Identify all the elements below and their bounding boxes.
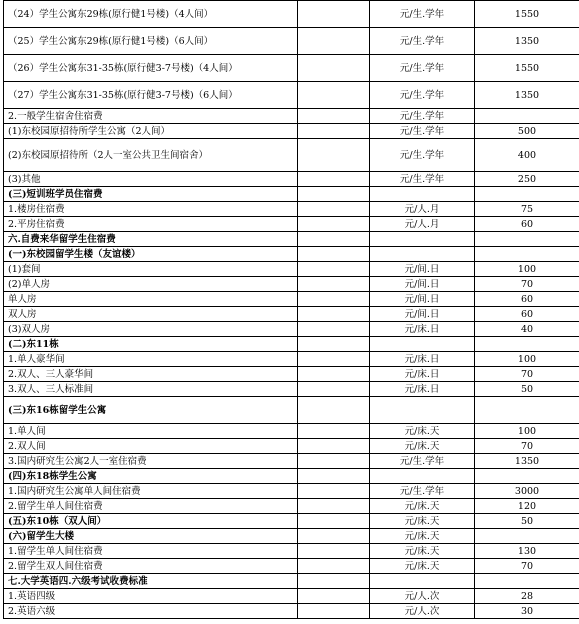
unit-cell: 元/生.学年 bbox=[370, 172, 475, 187]
blank-cell bbox=[298, 109, 370, 124]
unit-cell: 元/床.天 bbox=[370, 514, 475, 529]
table-row bbox=[4, 109, 579, 124]
price-cell: 3000 bbox=[475, 484, 579, 499]
item-cell: 2.留学生双人间住宿费 bbox=[4, 559, 298, 574]
price-cell bbox=[475, 397, 579, 424]
price-cell: 70 bbox=[475, 439, 579, 454]
blank-cell bbox=[298, 469, 370, 484]
unit-cell: 元/人.月 bbox=[370, 217, 475, 232]
unit-cell bbox=[370, 247, 475, 262]
blank-cell bbox=[298, 217, 370, 232]
blank-cell bbox=[298, 124, 370, 139]
price-cell: 50 bbox=[475, 514, 579, 529]
table-row bbox=[4, 604, 579, 619]
price-cell: 1350 bbox=[475, 82, 579, 109]
item-cell: (1)套间 bbox=[4, 262, 298, 277]
table-row bbox=[4, 499, 579, 514]
price-cell: 30 bbox=[475, 604, 579, 619]
unit-cell: 元/间.日 bbox=[370, 307, 475, 322]
blank-cell bbox=[298, 82, 370, 109]
unit-cell: 元/生.学年 bbox=[370, 82, 475, 109]
table-row bbox=[4, 337, 579, 352]
blank-cell bbox=[298, 454, 370, 469]
item-cell: 六.自费来华留学生住宿费 bbox=[4, 232, 298, 247]
blank-cell bbox=[298, 247, 370, 262]
blank-cell bbox=[298, 322, 370, 337]
table-row bbox=[4, 559, 579, 574]
blank-cell bbox=[298, 484, 370, 499]
table-row bbox=[4, 469, 579, 484]
item-cell: 1.楼房住宿费 bbox=[4, 202, 298, 217]
unit-cell: 元/生.学年 bbox=[370, 109, 475, 124]
blank-cell bbox=[298, 352, 370, 367]
price-cell bbox=[475, 247, 579, 262]
unit-cell: 元/间.日 bbox=[370, 262, 475, 277]
table-row bbox=[4, 439, 579, 454]
item-cell: (四)东18栋学生公寓 bbox=[4, 469, 298, 484]
unit-cell: 元/床.日 bbox=[370, 382, 475, 397]
fee-table bbox=[3, 0, 579, 619]
price-cell bbox=[475, 529, 579, 544]
price-cell: 1550 bbox=[475, 1, 579, 28]
unit-cell: 元/人.次 bbox=[370, 604, 475, 619]
price-cell bbox=[475, 232, 579, 247]
item-cell: 2.平房住宿费 bbox=[4, 217, 298, 232]
unit-cell: 元/人.月 bbox=[370, 202, 475, 217]
item-cell: (2)单人房 bbox=[4, 277, 298, 292]
unit-cell: 元/生.学年 bbox=[370, 1, 475, 28]
blank-cell bbox=[298, 277, 370, 292]
unit-cell: 元/生.学年 bbox=[370, 139, 475, 172]
unit-cell: 元/床.日 bbox=[370, 322, 475, 337]
item-cell: (1)东校园原招待所学生公寓（2人间） bbox=[4, 124, 298, 139]
table-row bbox=[4, 514, 579, 529]
table-row bbox=[4, 247, 579, 262]
price-cell: 100 bbox=[475, 262, 579, 277]
item-cell: (二)东11栋 bbox=[4, 337, 298, 352]
blank-cell bbox=[298, 187, 370, 202]
item-cell: 2.双人间 bbox=[4, 439, 298, 454]
unit-cell: 元/床.天 bbox=[370, 544, 475, 559]
item-cell: (三)短训班学员住宿费 bbox=[4, 187, 298, 202]
item-cell: 单人房 bbox=[4, 292, 298, 307]
price-cell: 50 bbox=[475, 382, 579, 397]
table-row bbox=[4, 574, 579, 589]
item-cell: 2.一般学生宿舍住宿费 bbox=[4, 109, 298, 124]
table-row bbox=[4, 187, 579, 202]
blank-cell bbox=[298, 367, 370, 382]
price-cell: 100 bbox=[475, 424, 579, 439]
unit-cell: 元/间.日 bbox=[370, 277, 475, 292]
item-cell: (一)东校园留学生楼（友谊楼） bbox=[4, 247, 298, 262]
item-cell: （24）学生公寓东29栋(原行健1号楼)（4人间） bbox=[4, 1, 298, 28]
price-cell: 60 bbox=[475, 292, 579, 307]
table-row bbox=[4, 262, 579, 277]
table-row bbox=[4, 307, 579, 322]
price-cell: 70 bbox=[475, 277, 579, 292]
blank-cell bbox=[298, 1, 370, 28]
blank-cell bbox=[298, 574, 370, 589]
table-row bbox=[4, 454, 579, 469]
item-cell: 1.单人间 bbox=[4, 424, 298, 439]
table-row bbox=[4, 322, 579, 337]
table-row bbox=[4, 367, 579, 382]
item-cell: 3.双人、三人标准间 bbox=[4, 382, 298, 397]
table-row bbox=[4, 1, 579, 28]
item-cell: (五)东10栋（双人间） bbox=[4, 514, 298, 529]
table-row bbox=[4, 28, 579, 55]
price-cell: 70 bbox=[475, 367, 579, 382]
price-cell bbox=[475, 574, 579, 589]
table-row bbox=[4, 382, 579, 397]
price-cell bbox=[475, 337, 579, 352]
table-row bbox=[4, 292, 579, 307]
unit-cell bbox=[370, 397, 475, 424]
table-row bbox=[4, 217, 579, 232]
price-cell: 1350 bbox=[475, 454, 579, 469]
blank-cell bbox=[298, 424, 370, 439]
unit-cell: 元/床.天 bbox=[370, 439, 475, 454]
item-cell: 1.单人豪华间 bbox=[4, 352, 298, 367]
item-cell: 1.英语四级 bbox=[4, 589, 298, 604]
unit-cell: 元/床.日 bbox=[370, 367, 475, 382]
table-row bbox=[4, 232, 579, 247]
item-cell: (六)留学生大楼 bbox=[4, 529, 298, 544]
table-row bbox=[4, 139, 579, 172]
price-cell: 60 bbox=[475, 307, 579, 322]
blank-cell bbox=[298, 514, 370, 529]
unit-cell: 元/生.学年 bbox=[370, 124, 475, 139]
item-cell: 2.留学生单人间住宿费 bbox=[4, 499, 298, 514]
price-cell: 120 bbox=[475, 499, 579, 514]
blank-cell bbox=[298, 202, 370, 217]
blank-cell bbox=[298, 439, 370, 454]
item-cell: (2)东校园原招待所（2人一室公共卫生间宿舍） bbox=[4, 139, 298, 172]
unit-cell bbox=[370, 469, 475, 484]
table-row bbox=[4, 424, 579, 439]
unit-cell bbox=[370, 232, 475, 247]
table-row bbox=[4, 352, 579, 367]
blank-cell bbox=[298, 604, 370, 619]
blank-cell bbox=[298, 589, 370, 604]
price-cell: 28 bbox=[475, 589, 579, 604]
table-row bbox=[4, 55, 579, 82]
price-cell bbox=[475, 187, 579, 202]
unit-cell: 元/生.学年 bbox=[370, 55, 475, 82]
price-cell: 1550 bbox=[475, 55, 579, 82]
price-cell: 1350 bbox=[475, 28, 579, 55]
blank-cell bbox=[298, 28, 370, 55]
blank-cell bbox=[298, 232, 370, 247]
item-cell: 2.双人、三人豪华间 bbox=[4, 367, 298, 382]
table-row bbox=[4, 484, 579, 499]
unit-cell: 元/生.学年 bbox=[370, 28, 475, 55]
item-cell: 1.国内研究生公寓单人间住宿费 bbox=[4, 484, 298, 499]
blank-cell bbox=[298, 262, 370, 277]
item-cell: 双人房 bbox=[4, 307, 298, 322]
item-cell: (3)其他 bbox=[4, 172, 298, 187]
blank-cell bbox=[298, 139, 370, 172]
blank-cell bbox=[298, 397, 370, 424]
price-cell: 70 bbox=[475, 559, 579, 574]
price-cell: 250 bbox=[475, 172, 579, 187]
unit-cell: 元/床.日 bbox=[370, 352, 475, 367]
price-cell: 400 bbox=[475, 139, 579, 172]
price-cell bbox=[475, 469, 579, 484]
blank-cell bbox=[298, 172, 370, 187]
blank-cell bbox=[298, 499, 370, 514]
table-row bbox=[4, 202, 579, 217]
item-cell: （26）学生公寓东31-35栋(原行健3-7号楼)（4人间） bbox=[4, 55, 298, 82]
unit-cell: 元/床.天 bbox=[370, 424, 475, 439]
unit-cell bbox=[370, 187, 475, 202]
price-cell: 75 bbox=[475, 202, 579, 217]
item-cell: (三)东16栋留学生公寓 bbox=[4, 397, 298, 424]
blank-cell bbox=[298, 382, 370, 397]
price-cell bbox=[475, 109, 579, 124]
table-row bbox=[4, 544, 579, 559]
unit-cell: 元/间.日 bbox=[370, 292, 475, 307]
item-cell: （27）学生公寓东31-35栋(原行健3-7号楼)（6人间） bbox=[4, 82, 298, 109]
blank-cell bbox=[298, 559, 370, 574]
blank-cell bbox=[298, 55, 370, 82]
table-row bbox=[4, 124, 579, 139]
table-row bbox=[4, 277, 579, 292]
price-cell: 500 bbox=[475, 124, 579, 139]
unit-cell: 元/床.天 bbox=[370, 499, 475, 514]
table-row bbox=[4, 172, 579, 187]
blank-cell bbox=[298, 307, 370, 322]
price-cell: 60 bbox=[475, 217, 579, 232]
table-row bbox=[4, 589, 579, 604]
table-row bbox=[4, 397, 579, 424]
blank-cell bbox=[298, 292, 370, 307]
price-cell: 130 bbox=[475, 544, 579, 559]
unit-cell: 元/生.学年 bbox=[370, 484, 475, 499]
blank-cell bbox=[298, 529, 370, 544]
item-cell: 1.留学生单人间住宿费 bbox=[4, 544, 298, 559]
blank-cell bbox=[298, 544, 370, 559]
unit-cell: 元/床.天 bbox=[370, 559, 475, 574]
blank-cell bbox=[298, 337, 370, 352]
price-cell: 100 bbox=[475, 352, 579, 367]
table-row bbox=[4, 82, 579, 109]
item-cell: 3.国内研究生公寓2人一室住宿费 bbox=[4, 454, 298, 469]
table-row bbox=[4, 529, 579, 544]
unit-cell: 元/床.天 bbox=[370, 529, 475, 544]
item-cell: （25）学生公寓东29栋(原行健1号楼)（6人间） bbox=[4, 28, 298, 55]
price-cell: 40 bbox=[475, 322, 579, 337]
unit-cell bbox=[370, 337, 475, 352]
item-cell: 七.大学英语四.六级考试收费标准 bbox=[4, 574, 298, 589]
unit-cell: 元/人.次 bbox=[370, 589, 475, 604]
fee-table-body bbox=[4, 1, 579, 619]
item-cell: 2.英语六级 bbox=[4, 604, 298, 619]
unit-cell: 元/生.学年 bbox=[370, 454, 475, 469]
unit-cell bbox=[370, 574, 475, 589]
item-cell: (3)双人房 bbox=[4, 322, 298, 337]
